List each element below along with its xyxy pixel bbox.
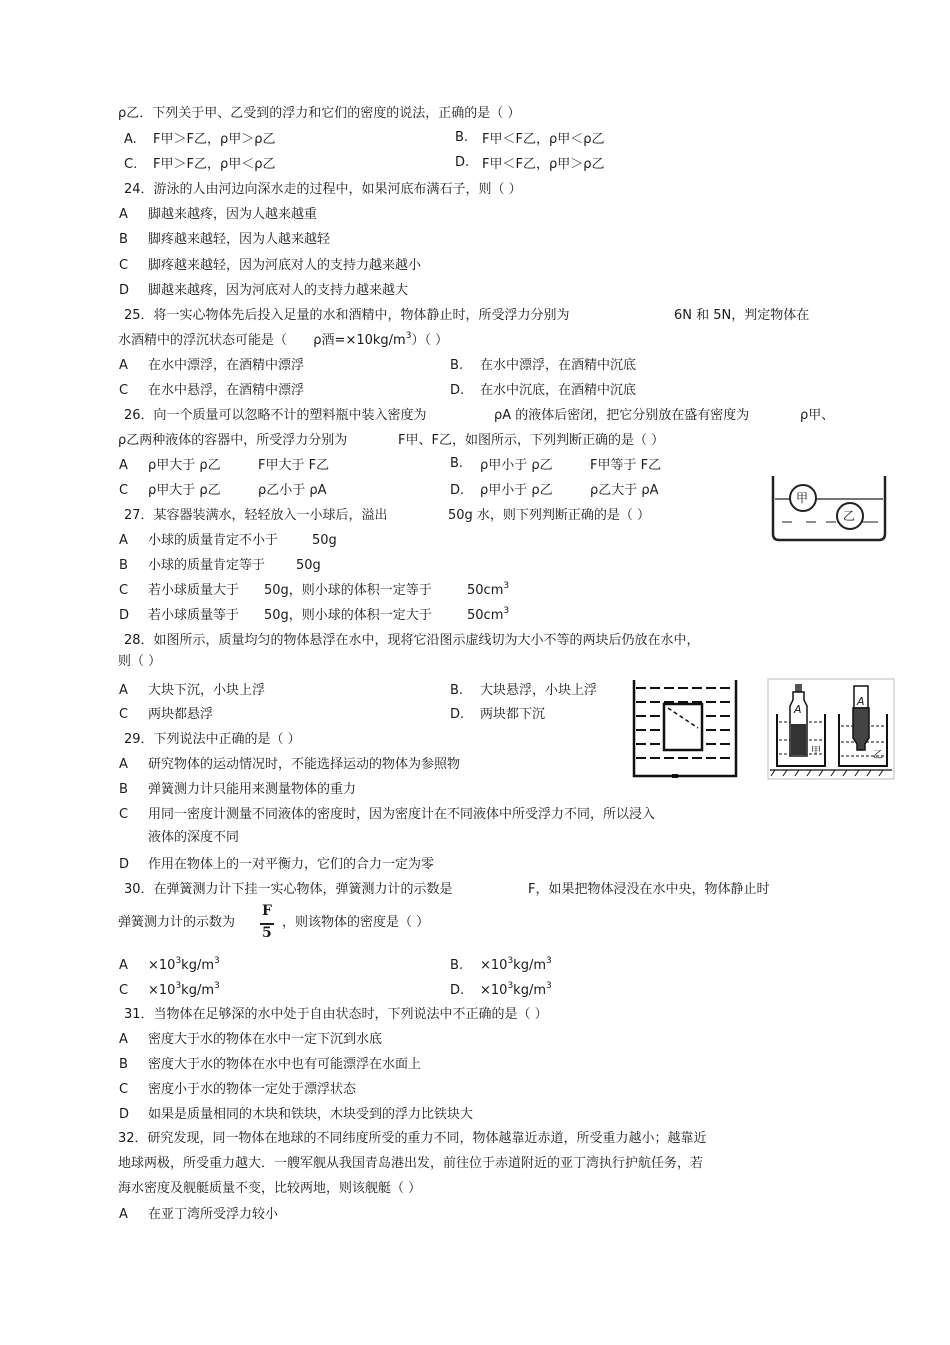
q29-option-b: 弹簧测力计只能用来测量物体的重力 [148, 782, 357, 797]
q26-stem-line2: ρ乙两种液体的容器中，所受浮力分别为 [118, 433, 348, 448]
q32-stem-line2: 地球两极，所受重力越大．一艘军舰从我国青岛港出发，前往位于赤道附近的亚丁湾执行护航任务，若 [118, 1156, 704, 1171]
q23-option-d: F甲＜F乙，ρ甲＞ρ乙 [482, 157, 605, 172]
q28-option-b: 大块悬浮，小块上浮 [480, 683, 598, 698]
q30-option-b-exp: 3 [507, 956, 514, 966]
q29-option-d: 作用在物体上的一对平衡力，它们的合力一定为零 [148, 857, 435, 872]
q23-option-d-label: D. [455, 155, 470, 170]
q29-option-c-label: C [119, 807, 129, 822]
q30-stem-line2: 弹簧测力计的示数为 [118, 915, 236, 930]
q27-option-b-label: B [119, 558, 128, 573]
q24-option-b-label: B [119, 232, 128, 247]
q25-alcohol-density: ρ酒=×10 [313, 333, 373, 348]
q28-option-d-label: D. [450, 707, 465, 722]
q29-option-c-continued: 液体的深度不同 [148, 830, 240, 845]
q25-unit-exponent: 3 [405, 331, 412, 341]
q23-option-c-label: C. [124, 157, 138, 172]
q30-option-d-unit-exp: 3 [546, 981, 552, 991]
q31-option-d: 如果是质量相同的木块和铁块，木块受到的浮力比铁块大 [148, 1107, 474, 1122]
q30-stem-line2-b: ，则该物体的密度是（ ） [282, 915, 430, 930]
q30-option-c-unit-exp: 3 [214, 981, 220, 991]
q31-option-a: 密度大于水的物体在水中一定下沉到水底 [148, 1032, 383, 1047]
q26-stem-line1: 26．向一个质量可以忽略不计的塑料瓶中装入密度为 [124, 408, 427, 423]
q26-option-b-2: F甲等于 F乙 [590, 458, 662, 473]
q23-option-b-label: B. [455, 130, 469, 145]
q24-option-a-label: A [119, 207, 128, 222]
q27-option-b-1: 小球的质量肯定等于 [148, 558, 266, 573]
q27-stem-b: 50g 水，则下列判断正确的是（ ） [448, 508, 651, 523]
q25-option-d: 在水中沉底，在酒精中沉底 [480, 383, 637, 398]
q26-figure-drawing [770, 474, 888, 542]
q28-option-a: 大块下沉，小块上浮 [148, 683, 266, 698]
q26-option-b-1: ρ甲小于 ρ乙 [480, 458, 553, 473]
q29-option-d-label: D [119, 857, 130, 872]
q27-option-a-2: 50g [312, 533, 337, 548]
q30-option-b-unit-exp: 3 [546, 956, 552, 966]
q31-stem: 31．当物体在足够深的水中处于自由状态时，下列说法中不正确的是（ ） [124, 1007, 548, 1022]
q30-option-a-unit: kg/m [181, 958, 214, 973]
q30-option-d-label: D. [450, 983, 465, 998]
q26-option-a-label: A [119, 458, 128, 473]
q24-option-a: 脚越来越疼，因为人越来越重 [148, 207, 318, 222]
q24-option-b: 脚疼越来越轻，因为人越来越轻 [148, 232, 331, 247]
q28-stem-line2: 则（ ） [118, 654, 162, 669]
q26-label-yi: 乙 [843, 509, 856, 523]
q26-option-d-2: ρ乙大于 ρA [590, 483, 659, 498]
q26-option-b-label: B. [450, 456, 464, 471]
q27-stem: 27．某容器装满水，轻轻放入一小球后，溢出 [124, 508, 388, 523]
q23-option-a: F甲＞F乙，ρ甲＞ρ乙 [153, 132, 276, 147]
q27-option-b-2: 50g [296, 558, 321, 573]
q24-option-c: 脚疼越来越轻，因为河底对人的支持力越来越小 [148, 258, 422, 273]
q31-option-b-label: B [119, 1057, 128, 1072]
bottles-figure-drawing [767, 678, 895, 780]
q23-option-c: F甲＞F乙，ρ甲＜ρ乙 [153, 157, 276, 172]
q27-option-d-2: 50g，则小球的体积一定大于 [264, 608, 432, 623]
q32-stem-line1: 32．研究发现，同一物体在地球的不同纬度所受的重力不同，物体越靠近赤道，所受重力越小；越靠近 [118, 1131, 707, 1146]
container-jia-label: 甲 [811, 746, 821, 757]
q26-stem-line1-b: ρA 的液体后密闭，把它分别放在盛有密度为 [494, 408, 750, 423]
q24-option-c-label: C [119, 258, 129, 273]
q32-option-a-label: A [119, 1207, 128, 1222]
q25-density-unit: kg/m [372, 333, 406, 348]
q30-option-a-label: A [119, 958, 128, 973]
q26-label-jia: 甲 [796, 491, 809, 505]
q26-option-c-2: ρ乙小于 ρA [258, 483, 327, 498]
q25-option-a-label: A [119, 358, 128, 373]
q26-stem-line2-b: F甲、F乙，如图所示，下列判断正确的是（ ） [398, 433, 665, 448]
q28-option-c-label: C [119, 707, 129, 722]
q30-option-c-label: C [119, 983, 129, 998]
q23-option-b: F甲＜F乙，ρ甲＜ρ乙 [482, 132, 605, 147]
q27-option-c-3 [467, 583, 509, 600]
q27-option-d-3 [467, 608, 509, 625]
q31-option-a-label: A [119, 1032, 128, 1047]
q26-option-a-1: ρ甲大于 ρ乙 [148, 458, 221, 473]
q28-option-b-label: B. [450, 683, 464, 698]
q24-stem: 24．游泳的人由河边向深水走的过程中，如果河底布满石子，则（ ） [124, 182, 522, 197]
q26-bottles-figure [767, 678, 895, 780]
q25-stem-line2-d: ）（ ） [411, 333, 449, 348]
q30-fraction-numerator: F [262, 903, 272, 919]
q28-figure [632, 678, 740, 778]
q25-option-b: 在水中漂浮，在酒精中沉底 [480, 358, 637, 373]
q30-option-c-exp: 3 [175, 981, 182, 991]
q23-stem: ρ乙．下列关于甲、乙受到的浮力和它们的密度的说法，正确的是（ ） [118, 106, 521, 121]
q28-option-c: 两块都悬浮 [148, 707, 214, 722]
q32-stem-line3: 海水密度及舰艇质量不变，比较两地，则该舰艇（ ） [118, 1181, 422, 1196]
q26-figure [770, 474, 888, 542]
q30-option-d-unit: kg/m [513, 983, 546, 998]
q28-figure-drawing [632, 678, 740, 778]
q26-option-c-1: ρ甲大于 ρ乙 [148, 483, 221, 498]
q30-option-a-value: ×10 [148, 958, 176, 973]
q29-option-a: 研究物体的运动情况时，不能选择运动的物体为参照物 [148, 757, 461, 772]
q28-option-a-label: A [119, 683, 128, 698]
q25-stem-line2 [118, 333, 448, 350]
q30-option-c-value: ×10 [148, 983, 176, 998]
q27-option-d-exp: 3 [503, 606, 510, 616]
q30-option-b-label: B. [450, 958, 464, 973]
q26-option-a-2: F甲大于 F乙 [258, 458, 330, 473]
q30-stem-line1: 30．在弹簧测力计下挂一实心物体，弹簧测力计的示数是 [124, 882, 453, 897]
q30-fraction [258, 903, 280, 945]
q30-option-a-exp: 3 [175, 956, 182, 966]
container-yi-label: 乙 [873, 750, 883, 761]
q30-option-d-exp: 3 [507, 981, 514, 991]
q26-stem-line1-c: ρ甲、 [800, 408, 835, 423]
q27-option-a-label: A [119, 533, 128, 548]
bottle-a-label-1: A [794, 703, 802, 716]
bottle-a-label-2: A [857, 695, 865, 708]
q31-option-c-label: C [119, 1082, 129, 1097]
q25-option-d-label: D. [450, 383, 465, 398]
q30-option-c [148, 983, 220, 1000]
q28-stem-line1: 28．如图所示，质量均匀的物体悬浮在水中，现将它沿图示虚线切为大小不等的两块后仍放在水中， [124, 633, 700, 648]
q27-option-a-1: 小球的质量肯定不小于 [148, 533, 279, 548]
q25-option-c: 在水中悬浮，在酒精中漂浮 [148, 383, 305, 398]
q25-option-b-label: B. [450, 358, 464, 373]
q30-option-a [148, 958, 220, 975]
q27-option-c-label: C [119, 583, 129, 598]
q30-option-c-unit: kg/m [181, 983, 214, 998]
q25-stem-line1-values: 6N 和 5N，判定物体在 [674, 308, 810, 323]
q27-option-d-1: 若小球质量等于 [148, 608, 240, 623]
q25-stem-line1: 25．将一实心物体先后投入足量的水和酒精中，物体静止时，所受浮力分别为 [124, 308, 570, 323]
q26-option-d-1: ρ甲小于 ρ乙 [480, 483, 553, 498]
q27-option-c-exp: 3 [503, 581, 510, 591]
q31-option-c: 密度小于水的物体一定处于漂浮状态 [148, 1082, 357, 1097]
q31-option-b: 密度大于水的物体在水中也有可能漂浮在水面上 [148, 1057, 422, 1072]
q31-option-d-label: D [119, 1107, 130, 1122]
q24-option-d: 脚越来越疼，因为河底对人的支持力越来越大 [148, 283, 409, 298]
q30-option-b-value: ×10 [480, 958, 508, 973]
q26-option-d-label: D. [450, 483, 465, 498]
q27-option-c-volume: 50cm [467, 583, 504, 598]
q30-fraction-denominator: 5 [262, 925, 272, 941]
q26-option-c-label: C [119, 483, 129, 498]
q24-option-d-label: D [119, 283, 130, 298]
q28-option-d: 两块都下沉 [480, 707, 546, 722]
q30-option-b [480, 958, 552, 975]
q30-stem-line1-b: F，如果把物体浸没在水中央，物体静止时 [528, 882, 770, 897]
q30-option-b-unit: kg/m [513, 958, 546, 973]
q29-option-b-label: B [119, 782, 128, 797]
q29-stem: 29．下列说法中正确的是（ ） [124, 732, 301, 747]
q32-option-a: 在亚丁湾所受浮力较小 [148, 1207, 279, 1222]
q30-option-a-unit-exp: 3 [214, 956, 220, 966]
q25-stem-line2-a: 水酒精中的浮沉状态可能是（ [118, 333, 288, 348]
q27-option-d-volume: 50cm [467, 608, 504, 623]
q27-option-d-label: D [119, 608, 130, 623]
q25-option-c-label: C [119, 383, 129, 398]
q30-option-d-value: ×10 [480, 983, 508, 998]
q30-option-d [480, 983, 552, 1000]
q25-option-a: 在水中漂浮，在酒精中漂浮 [148, 358, 305, 373]
q23-option-a-label: A. [124, 132, 137, 147]
q27-option-c-1: 若小球质量大于 [148, 583, 240, 598]
q29-option-a-label: A [119, 757, 128, 772]
q29-option-c: 用同一密度计测量不同液体的密度时，因为密度计在不同液体中所受浮力不同，所以浸入 [148, 807, 656, 822]
q27-option-c-2: 50g，则小球的体积一定等于 [264, 583, 432, 598]
